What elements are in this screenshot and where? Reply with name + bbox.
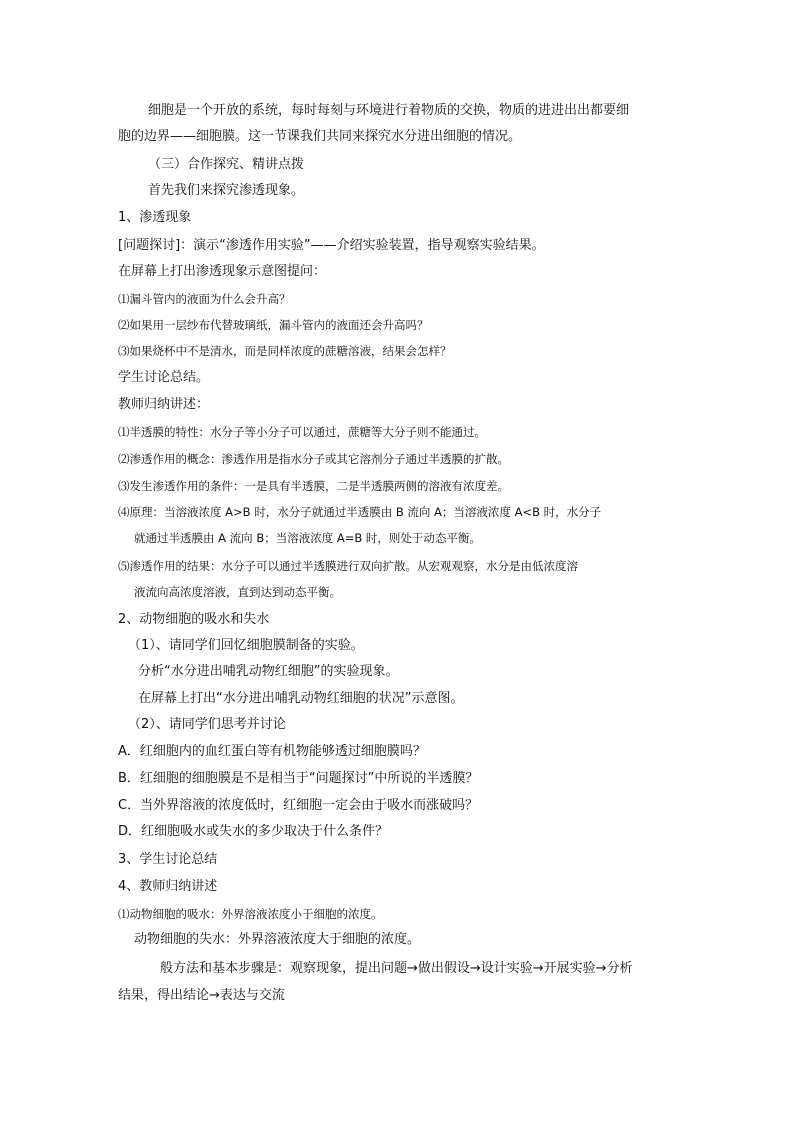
method-steps-line-2: 结果，得出结论→表达与交流 <box>118 988 285 1003</box>
question-2: ⑵如果用一层纱布代替玻璃纸，漏斗管内的液面还会升高吗？ <box>118 318 429 332</box>
question-c: C．当外界溶液的浓度低时，红细胞一定会由于吸水而涨破吗？ <box>118 798 479 813</box>
subsection-2: （2）、请同学们思考并讨论 <box>128 717 286 732</box>
problem-discussion-line: [问题探讨]：演示“渗透作用实验”——介绍实验装置，指导观察实验结果。 <box>118 238 545 253</box>
water-absorption-line: ⑴动物细胞的吸水：外界溶液浓度小于细胞的浓度。 <box>118 907 383 921</box>
question-1: ⑴漏斗管内的液面为什么会升高？ <box>118 292 291 306</box>
water-loss-line: 动物细胞的失水：外界溶液浓度大于细胞的浓度。 <box>134 932 421 947</box>
method-steps-line-1: 般方法和基本步骤是：观察现象，提出问题→做出假设→设计实验→开展实验→分析 <box>160 961 633 976</box>
point-5-line-2: 液流向高浓度溶液，直到达到动态平衡。 <box>134 585 341 599</box>
intro-sentence: 首先我们来探究渗透现象。 <box>148 183 305 198</box>
question-a: A．红细胞内的血红蛋白等有机物能够透过细胞膜吗？ <box>118 744 426 759</box>
teacher-summary-heading: 教师归纳讲述： <box>118 397 210 412</box>
point-5-line-1: ⑸渗透作用的结果：水分子可以通过半透膜进行双向扩散。从宏观观察，水分是由低浓度溶 <box>118 559 578 573</box>
heading-osmosis: 1、渗透现象 <box>118 210 192 225</box>
point-4-line-1: ⑷原理：当溶液浓度 A>B 时，水分子就通过半透膜由 B 流向 A；当溶液浓度 A<B 时，水分子 <box>118 505 602 519</box>
section-heading-3: （三）合作探究、精讲点拨 <box>148 157 305 172</box>
subsection-1: （1）、请同学们回忆细胞膜制备的实验。 <box>128 638 364 653</box>
student-summary-line: 学生讨论总结。 <box>118 370 210 385</box>
question-b: B．红细胞的细胞膜是不是相当于“问题探讨”中所说的半透膜？ <box>118 771 479 786</box>
paragraph-intro-line-2: 胞的边界——细胞膜。这一节课我们共同来探究水分进出细胞的情况。 <box>118 129 522 144</box>
point-1: ⑴半透膜的特性：水分子等小分子可以通过，蔗糖等大分子则不能通过。 <box>118 425 486 439</box>
question-d: D．红细胞吸水或失水的多少取决于什么条件？ <box>118 824 389 839</box>
point-3: ⑶发生渗透作用的条件：一是具有半透膜，二是半透膜两侧的溶液有浓度差。 <box>118 479 509 493</box>
screen-display-line: 在屏幕上打出“水分进出哺乳动物红细胞的状况”示意图。 <box>138 691 464 706</box>
analysis-line: 分析“水分进出哺乳动物红细胞”的实验现象。 <box>138 664 399 679</box>
heading-student-summary: 3、学生讨论总结 <box>118 852 218 867</box>
heading-teacher-summary: 4、教师归纳讲述 <box>118 879 218 894</box>
point-2: ⑵渗透作用的概念：渗透作用是指水分子或其它溶剂分子通过半透膜的扩散。 <box>118 452 509 466</box>
paragraph-intro-line-1: 细胞是一个开放的系统，每时每刻与环境进行着物质的交换，物质的进进出出都要细 <box>148 103 630 118</box>
heading-animal-cells: 2、动物细胞的吸水和失水 <box>118 612 270 627</box>
question-3: ⑶如果烧杯中不是清水，而是同样浓度的蔗糖溶液，结果会怎样？ <box>118 344 452 358</box>
screen-prompt-line: 在屏幕上打出渗透现象示意图提问： <box>118 264 327 279</box>
point-4-line-2: 就通过半透膜由 A 流向 B；当溶液浓度 A=B 时，则处于动态平衡。 <box>134 531 481 545</box>
